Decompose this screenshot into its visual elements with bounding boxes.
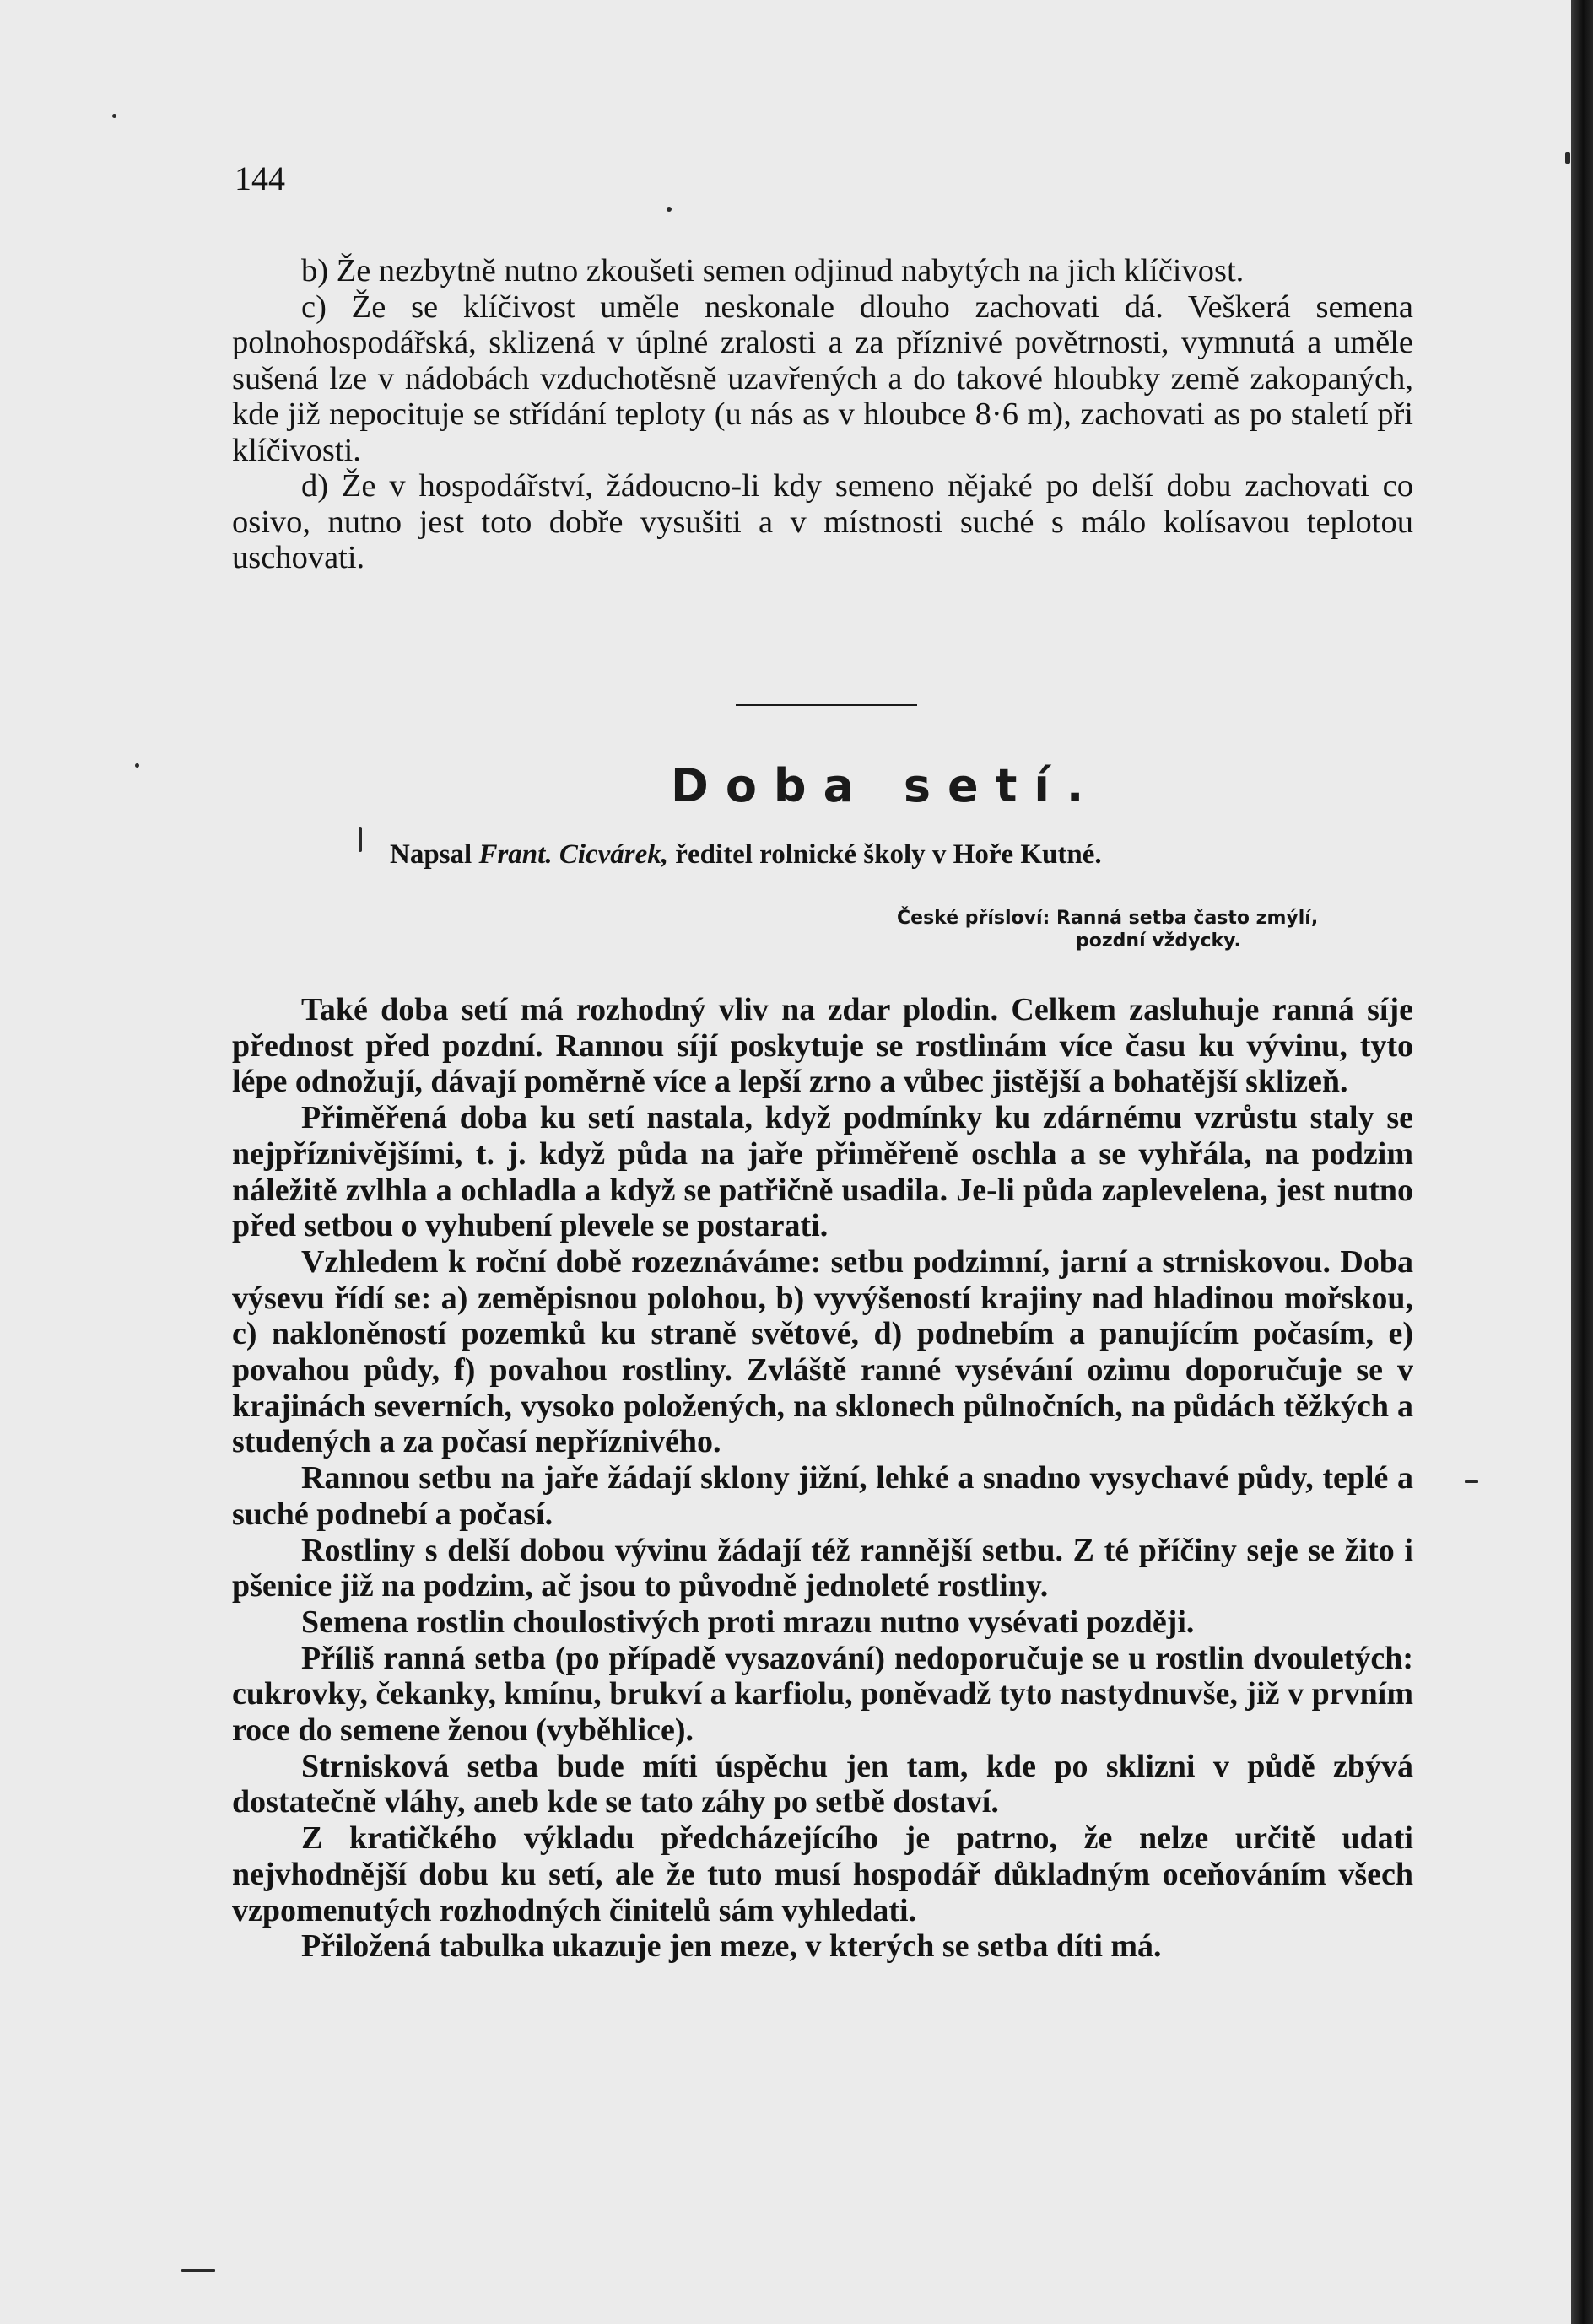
author-title: ředitel rolnické školy v Hoře Kutné. [675,839,1102,870]
body-paragraph: Rannou setbu na jaře žádají sklony jižní, lehké a snadno vysychavé půdy, teplé a suché podnebí a počasí. [232,1460,1413,1532]
body-paragraph: Vzhledem k roční době rozeznáváme: setbu podzimní, jarní a strniskovou. Doba výsevu řídí se: a) zeměpisnou polohou, b) vyvýšeností krajiny nad hladinou mořskou, c) nakloněností pozemků ku straně světové, d) podnebím a panujícím počasím, e) povahou půdy, f) povahou rostliny. Zvláště ranné vysévání ozimu doporučuje se v krajinách severních, vysoko položených, na sklonech půlnočních, na půdách těžkých a studených a za počasí nepříznivého. [232,1243,1413,1460]
paragraph-b: b) Že nezbytně nutno zkoušeti semen odjinud nabytých na jich klíčivost. [301,253,1245,288]
paragraph-c: c) Že se klíčivost uměle neskonale dlouho zachovati dá. Veškerá semena polnohospodářská, sklizená v úplné zralosti a za příznivé povětrnosti, vymnutá a uměle sušená lze v nádobách vzduchotěsně uzavřených a do takové hloubky země zakopaných, kde již nepocituje se střídání teploty (u nás as v hloubce 8·6 m), zachovati as po staletí při klíčivosti. [232,288,1413,468]
byline-prefix: Napsal [390,839,472,870]
body-paragraph: Semena rostlin choulostivých proti mrazu nutno vysévati později. [301,1604,1195,1640]
page-number: 144 [235,159,285,197]
body-paragraph: Příliš ranná setba (po případě vysazování) nedoporučuje se u rostlin dvouletých: cukrovky, čekanky, kmínu, brukví a karfiolu, poněvadž tyto nastydnuvše, již v prvním roce do semene ženou (vyběhlice). [232,1640,1413,1749]
section-divider [736,704,917,706]
byline [390,839,1102,871]
article-title: Doba setí. [671,759,1101,812]
scan-speck [1565,152,1570,164]
body-paragraph: Také doba setí má rozhodný vliv na zdar plodin. Celkem zasluhuje ranná síje přednost před pozdní. Rannou síjí poskytuje se rostlinám více času ku vývinu, tyto lépe odnožují, dávají poměrně více a lepší zrno a vůbec jistější a bohatější sklizeň. [232,992,1413,1100]
proverb-line-1: České přísloví: Ranná setba často zmýlí, [897,908,1319,929]
scan-border [1571,0,1593,2324]
scan-mark [359,827,362,852]
body-paragraph: Přiložená tabulka ukazuje jen meze, v kterých se setba díti má. [301,1928,1162,1965]
paragraph-d: d) Že v hospodářství, žádoucno-li kdy semeno nějaké po delší dobu zachovati co osivo, nutno jest toto dobře vysušiti a v místnosti suché s málo kolísavou teplotou uschovati. [232,468,1413,575]
proverb-line-2: pozdní vždycky. [1076,930,1241,952]
scan-speck [1465,1480,1478,1483]
article-body [232,992,1413,1965]
body-paragraph: Přiměřená doba ku setí nastala, když podmínky ku zdárnému vzrůstu staly se nejpříznivějšími, t. j. když půda na jaře přiměřeně oschla a se vyhřála, na podzim náležitě zvlhla a ochladla a když se patřičně usadila. Je-li půda zaplevelena, jest nutno před setbou o vyhubení plevele se postarati. [232,1100,1413,1244]
scan-speck [667,207,672,212]
scan-speck [181,2269,215,2272]
scan-speck [135,763,139,768]
epigraph-proverb [897,907,1318,952]
body-paragraph: Rostliny s delší dobou vývinu žádají též rannější setbu. Z té příčiny seje se žito i pšenice již na podzim, ač jsou to původně jednoleté rostliny. [232,1532,1413,1604]
author-name: Frant. Cicvárek, [478,839,669,870]
body-paragraph: Z kratičkého výkladu předcházejícího je patrno, že nelze určitě udati nejvhodnější dobu ku setí, ale že tuto musí hospodář důkladným oceňováním všech vzpomenutých rozhodných činitelů sám vyhledati. [232,1820,1413,1928]
top-section [232,253,1413,576]
body-paragraph: Strnisková setba bude míti úspěchu jen tam, kde po sklizni v půdě zbývá dostatečně vláhy, aneb kde se tato záhy po setbě dostaví. [232,1748,1413,1820]
scan-speck [112,114,116,118]
